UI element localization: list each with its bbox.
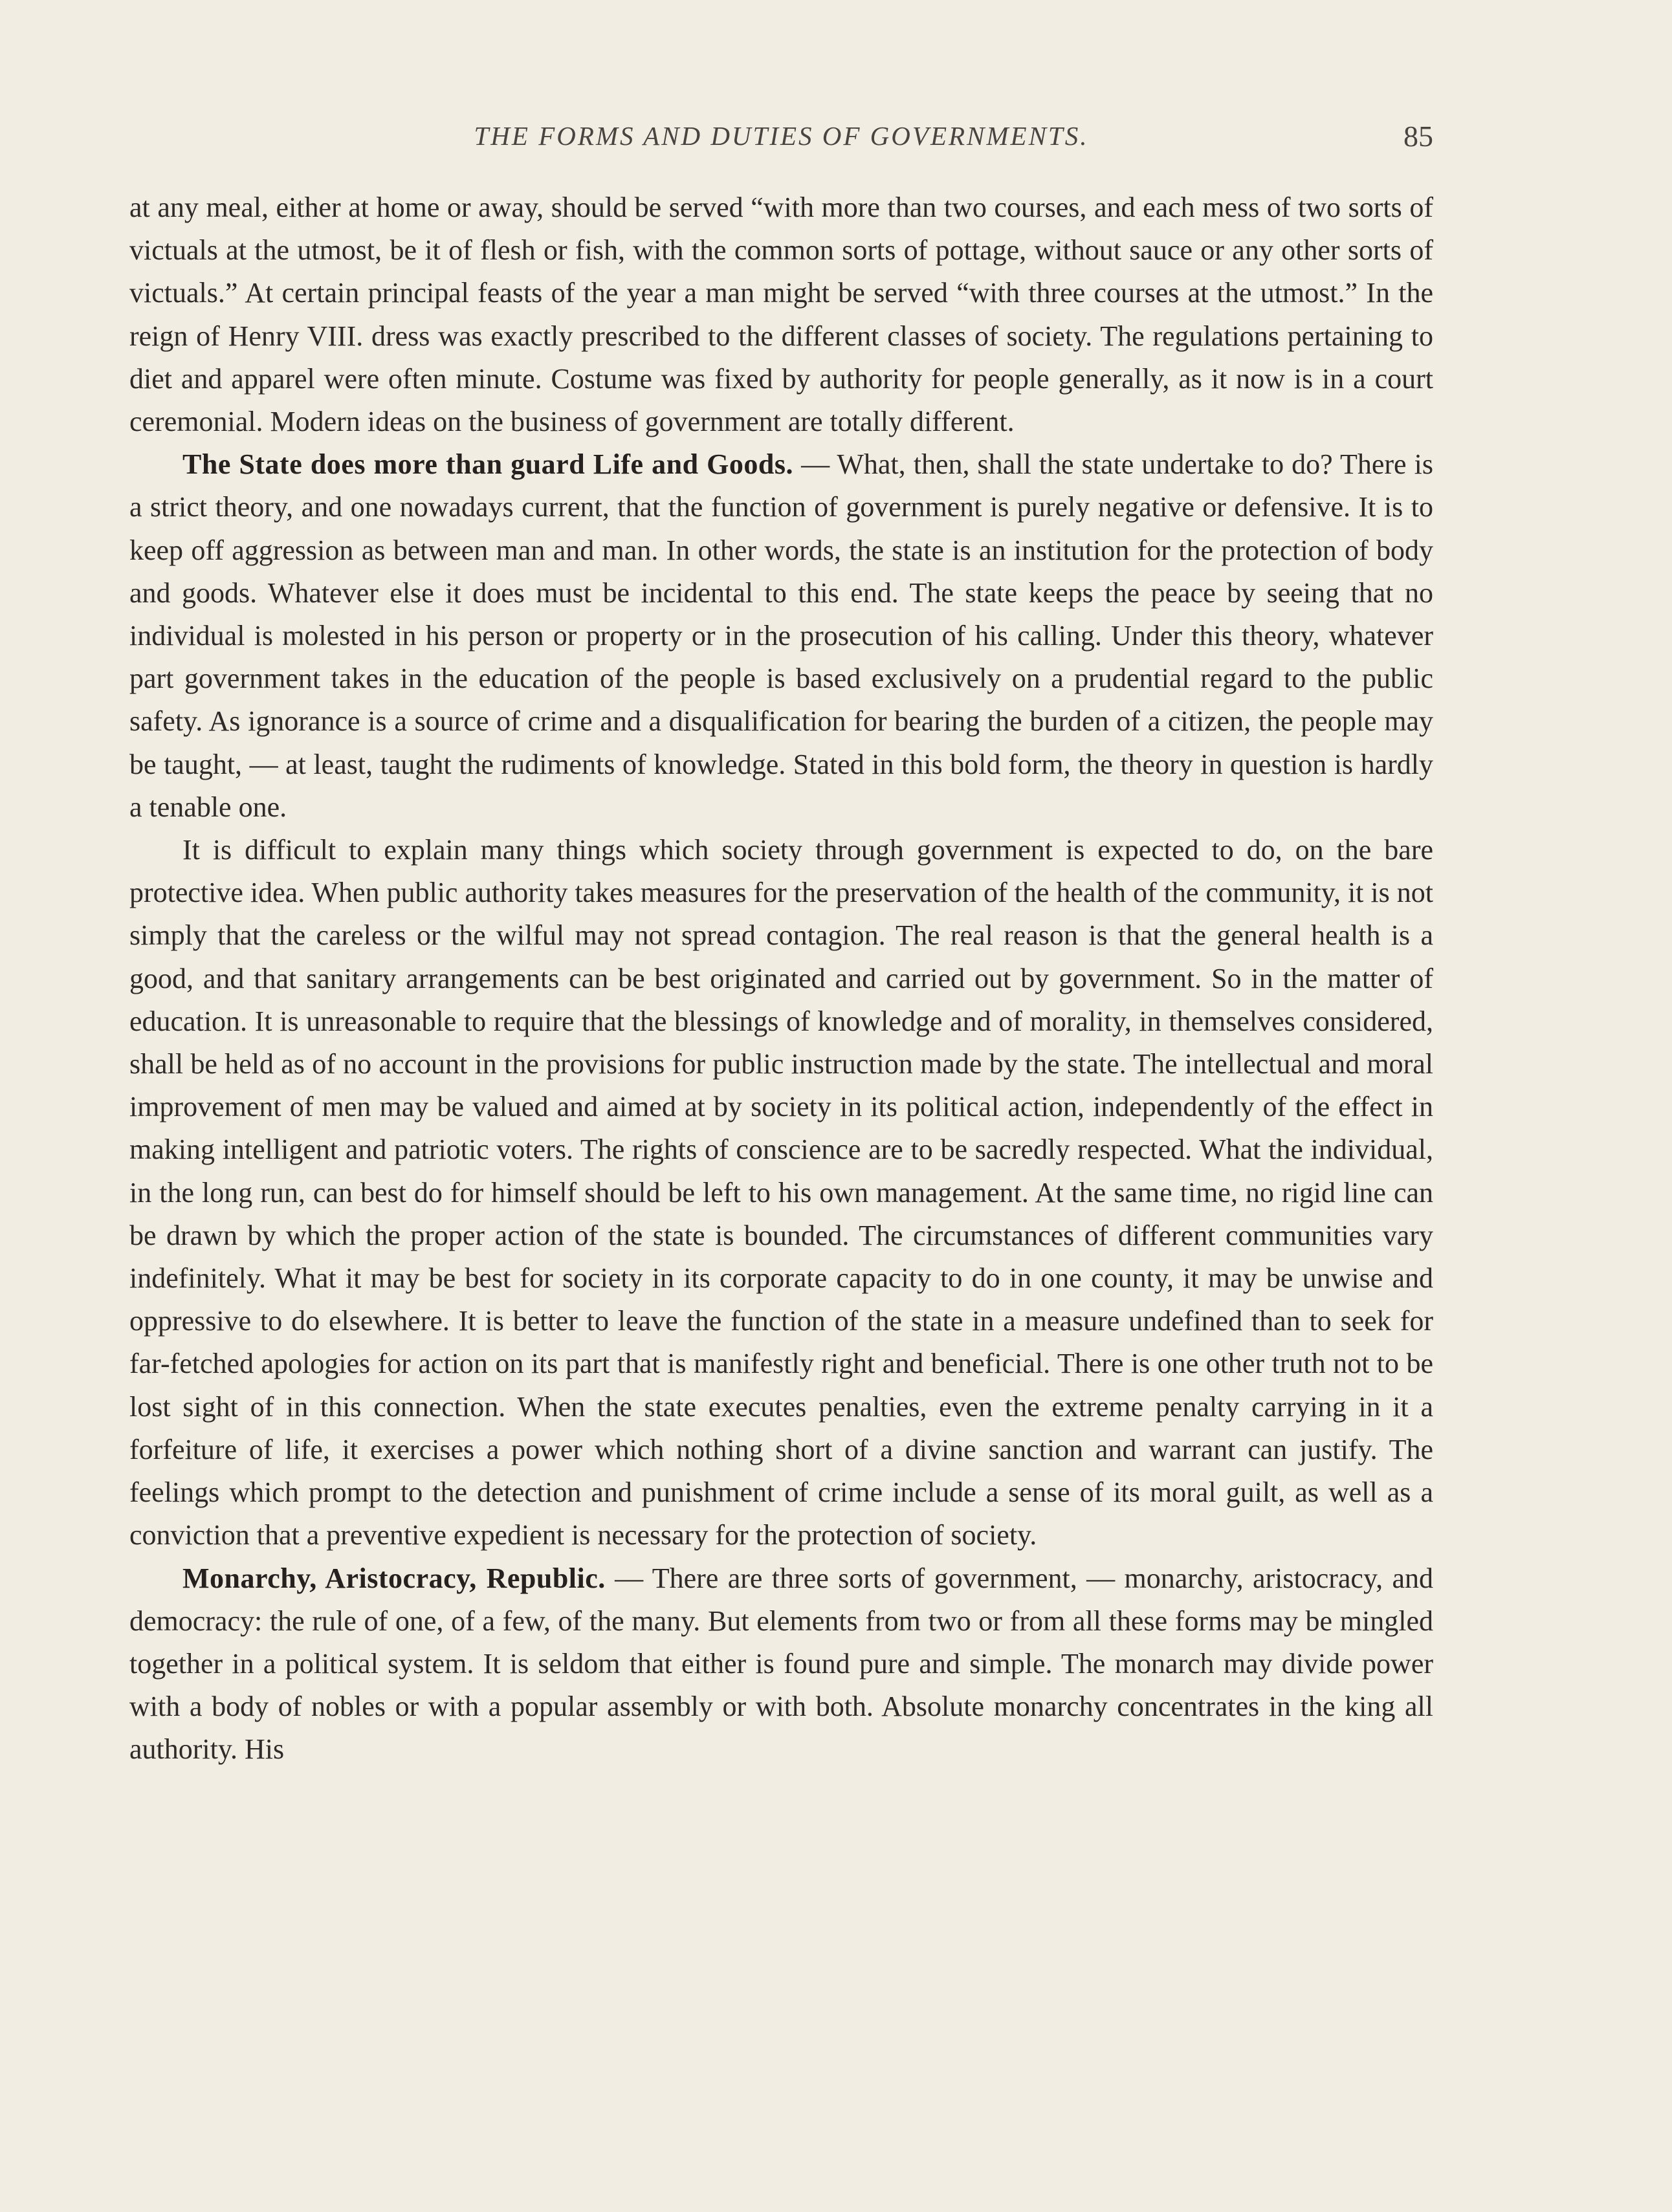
- paragraph-continuation: [129, 186, 1433, 443]
- running-header: [129, 120, 1433, 162]
- paragraph-forms-of-government: [129, 1557, 1433, 1771]
- body-text: [129, 186, 1433, 1771]
- paragraph-text: at any meal, either at home or away, should be served “with more than two courses, and each mess of two sorts of victuals at the utmost, be it of flesh or fish, with the common sorts of pottage, without sauce or any other sorts of victuals.” At certain principal feasts of the year a man might be served “with three courses at the utmost.” In the reign of Henry VIII. dress was exactly prescribed to the different classes of society. The regulations pertaining to diet and apparel were often minute. Costume was fixed by authority for people generally, as it now is in a court ceremonial. Modern ideas on the business of government are totally different.: [129, 192, 1433, 438]
- section-heading: The State does more than guard Life and Goods.: [182, 448, 793, 481]
- page-number: 85: [1403, 120, 1433, 153]
- paragraph-state-duties: [129, 443, 1433, 829]
- running-title: THE FORMS AND DUTIES OF GOVERNMENTS.: [474, 121, 1089, 151]
- paragraph-text: — There are three sorts of government, — monarchy, aristocracy, and democracy: the rule of one, of a few, of the many. But elements from two or from all these forms may be mingled together in a political system. It is seldom that either is found pure and simple. The monarch may divide power with a body of nobles or with a popular assembly or with both. Absolute monarchy concentrates in the king all authority. His: [129, 1562, 1434, 1766]
- paragraph-protective-idea: [129, 829, 1433, 1557]
- paragraph-text: — What, then, shall the state undertake to do? There is a strict theory, and one nowadays current, that the function of government is purely negative or defensive. It is to keep off aggression as between man and man. In other words, the state is an institution for the protection of body and goods. Whatever else it does must be incidental to this end. The state keeps the peace by seeing that no individual is molested in his person or property or in the prosecution of his calling. Under this theory, whatever part government takes in the education of the people is based exclusively on a prudential regard to the public safety. As ignorance is a source of crime and a disqualification for bearing the burden of a citizen, the people may be taught, — at least, taught the rudiments of knowledge. Stated in this bold form, the theory in question is hardly a tenable one.: [129, 448, 1434, 823]
- section-heading: Monarchy, Aristocracy, Republic.: [182, 1562, 606, 1594]
- paragraph-text: It is difficult to explain many things which society through government is expected to do, on the bare protective idea. When public authority takes measures for the preservation of the health of the community, it is not simply that the careless or the wilful may not spread contagion. The real reason is that the general health is a good, and that sanitary arrangements can be best originated and carried out by government. So in the matter of education. It is unreasonable to require that the blessings of knowledge and of morality, in themselves considered, shall be held as of no account in the provisions for public instruction made by the state. The intellectual and moral improvement of men may be valued and aimed at by society in its political action, independently of the effect in making intelligent and patriotic voters. The rights of conscience are to be sacredly respected. What the individual, in the long run, can best do for himself should be left to his own management. At the same time, no rigid line can be drawn by which the proper action of the state is bounded. The circumstances of different communities vary indefinitely. What it may be best for society in its corporate capacity to do in one county, it may be unwise and oppressive to do elsewhere. It is better to leave the function of the state in a measure undefined than to seek for far-fetched apologies for action on its part that is manifestly right and beneficial. There is one other truth not to be lost sight of in this connection. When the state executes penalties, even the extreme penalty carrying in it a forfeiture of life, it exercises a power which nothing short of a divine sanction and warrant can justify. The feelings which prompt to the detection and punishment of crime include a sense of its moral guilt, as well as a conviction that a preventive expedient is necessary for the protection of society.: [129, 834, 1433, 1551]
